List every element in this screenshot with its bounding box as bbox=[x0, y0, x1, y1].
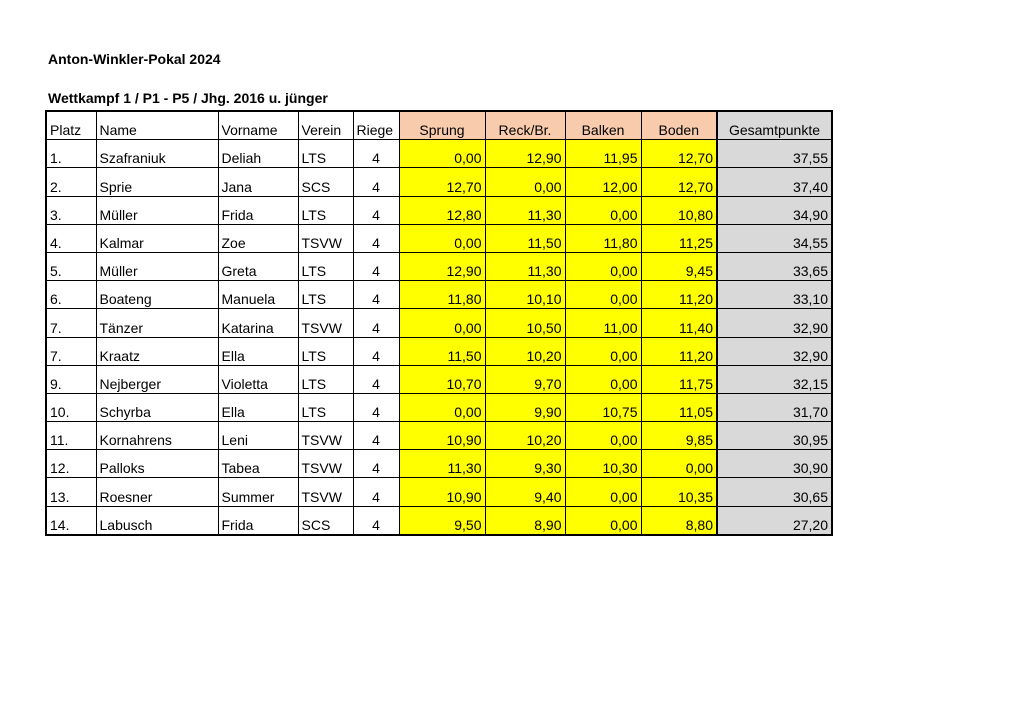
cell-reck: 12,90 bbox=[485, 140, 565, 168]
competition-subtitle: Wettkampf 1 / P1 - P5 / Jhg. 2016 u. jünger bbox=[48, 90, 328, 106]
header-riege: Riege bbox=[353, 111, 399, 140]
cell-platz: 3. bbox=[46, 196, 96, 224]
cell-balken: 11,80 bbox=[565, 224, 641, 252]
cell-name: Müller bbox=[96, 196, 218, 224]
cell-vorname: Deliah bbox=[218, 140, 298, 168]
cell-riege: 4 bbox=[353, 337, 399, 365]
cell-sprung: 0,00 bbox=[399, 393, 485, 421]
cell-name: Labusch bbox=[96, 506, 218, 535]
cell-platz: 7. bbox=[46, 337, 96, 365]
table-row bbox=[46, 252, 832, 280]
cell-vorname: Violetta bbox=[218, 365, 298, 393]
table-row bbox=[46, 337, 832, 365]
cell-balken: 0,00 bbox=[565, 281, 641, 309]
cell-reck: 10,50 bbox=[485, 309, 565, 337]
cell-riege: 4 bbox=[353, 365, 399, 393]
cell-riege: 4 bbox=[353, 168, 399, 196]
cell-verein: TSVW bbox=[298, 309, 353, 337]
cell-balken: 0,00 bbox=[565, 478, 641, 506]
cell-balken: 12,00 bbox=[565, 168, 641, 196]
table-row bbox=[46, 196, 832, 224]
cell-gesamtpunkte: 30,65 bbox=[717, 478, 832, 506]
cell-platz: 14. bbox=[46, 506, 96, 535]
header-balken: Balken bbox=[565, 111, 641, 140]
cell-vorname: Summer bbox=[218, 478, 298, 506]
cell-gesamtpunkte: 34,55 bbox=[717, 224, 832, 252]
cell-platz: 6. bbox=[46, 281, 96, 309]
cell-boden: 9,45 bbox=[641, 252, 717, 280]
cell-boden: 9,85 bbox=[641, 422, 717, 450]
cell-name: Roesner bbox=[96, 478, 218, 506]
cell-reck: 10,10 bbox=[485, 281, 565, 309]
cell-gesamtpunkte: 34,90 bbox=[717, 196, 832, 224]
cell-verein: SCS bbox=[298, 168, 353, 196]
header-name: Name bbox=[96, 111, 218, 140]
cell-riege: 4 bbox=[353, 506, 399, 535]
cell-platz: 12. bbox=[46, 450, 96, 478]
cell-reck: 10,20 bbox=[485, 422, 565, 450]
cell-sprung: 0,00 bbox=[399, 140, 485, 168]
cell-platz: 11. bbox=[46, 422, 96, 450]
cell-sprung: 11,80 bbox=[399, 281, 485, 309]
cell-platz: 9. bbox=[46, 365, 96, 393]
cell-reck: 0,00 bbox=[485, 168, 565, 196]
cell-sprung: 12,80 bbox=[399, 196, 485, 224]
cell-gesamtpunkte: 33,10 bbox=[717, 281, 832, 309]
cell-vorname: Ella bbox=[218, 337, 298, 365]
cell-sprung: 10,90 bbox=[399, 422, 485, 450]
cell-verein: TSVW bbox=[298, 224, 353, 252]
cell-balken: 11,00 bbox=[565, 309, 641, 337]
cell-name: Schyrba bbox=[96, 393, 218, 421]
cell-verein: TSVW bbox=[298, 422, 353, 450]
results-table bbox=[45, 110, 833, 536]
cell-vorname: Leni bbox=[218, 422, 298, 450]
table-row bbox=[46, 365, 832, 393]
cell-vorname: Tabea bbox=[218, 450, 298, 478]
cell-sprung: 0,00 bbox=[399, 309, 485, 337]
cell-platz: 1. bbox=[46, 140, 96, 168]
table-row bbox=[46, 168, 832, 196]
cell-boden: 11,20 bbox=[641, 281, 717, 309]
cell-riege: 4 bbox=[353, 224, 399, 252]
cell-balken: 0,00 bbox=[565, 252, 641, 280]
cell-boden: 10,35 bbox=[641, 478, 717, 506]
cell-verein: LTS bbox=[298, 365, 353, 393]
cell-boden: 0,00 bbox=[641, 450, 717, 478]
cell-reck: 9,30 bbox=[485, 450, 565, 478]
cell-vorname: Jana bbox=[218, 168, 298, 196]
cell-reck: 11,30 bbox=[485, 196, 565, 224]
cell-name: Kornahrens bbox=[96, 422, 218, 450]
result-rows bbox=[46, 140, 832, 535]
cell-sprung: 12,70 bbox=[399, 168, 485, 196]
cell-gesamtpunkte: 30,95 bbox=[717, 422, 832, 450]
cell-name: Boateng bbox=[96, 281, 218, 309]
cell-reck: 8,90 bbox=[485, 506, 565, 535]
cell-riege: 4 bbox=[353, 450, 399, 478]
cell-gesamtpunkte: 31,70 bbox=[717, 393, 832, 421]
cell-vorname: Ella bbox=[218, 393, 298, 421]
cell-sprung: 12,90 bbox=[399, 252, 485, 280]
cell-verein: LTS bbox=[298, 393, 353, 421]
header-verein: Verein bbox=[298, 111, 353, 140]
cell-verein: LTS bbox=[298, 196, 353, 224]
table-row bbox=[46, 478, 832, 506]
cell-balken: 0,00 bbox=[565, 422, 641, 450]
cell-gesamtpunkte: 33,65 bbox=[717, 252, 832, 280]
cell-sprung: 0,00 bbox=[399, 224, 485, 252]
cell-platz: 7. bbox=[46, 309, 96, 337]
cell-sprung: 10,90 bbox=[399, 478, 485, 506]
table-row bbox=[46, 393, 832, 421]
table-row bbox=[46, 422, 832, 450]
cell-platz: 4. bbox=[46, 224, 96, 252]
cell-boden: 12,70 bbox=[641, 168, 717, 196]
cell-vorname: Katarina bbox=[218, 309, 298, 337]
cell-name: Müller bbox=[96, 252, 218, 280]
cell-name: Kraatz bbox=[96, 337, 218, 365]
header-row bbox=[46, 111, 832, 140]
cell-vorname: Frida bbox=[218, 196, 298, 224]
cell-riege: 4 bbox=[353, 252, 399, 280]
cell-boden: 11,75 bbox=[641, 365, 717, 393]
cell-riege: 4 bbox=[353, 309, 399, 337]
cell-verein: LTS bbox=[298, 337, 353, 365]
cell-balken: 0,00 bbox=[565, 337, 641, 365]
table-row bbox=[46, 281, 832, 309]
cell-reck: 10,20 bbox=[485, 337, 565, 365]
cell-riege: 4 bbox=[353, 140, 399, 168]
table-row bbox=[46, 140, 832, 168]
cell-reck: 11,50 bbox=[485, 224, 565, 252]
table-row bbox=[46, 309, 832, 337]
cell-gesamtpunkte: 37,40 bbox=[717, 168, 832, 196]
cell-platz: 10. bbox=[46, 393, 96, 421]
cell-platz: 13. bbox=[46, 478, 96, 506]
cell-name: Palloks bbox=[96, 450, 218, 478]
cell-reck: 9,70 bbox=[485, 365, 565, 393]
cell-balken: 0,00 bbox=[565, 365, 641, 393]
cell-verein: LTS bbox=[298, 252, 353, 280]
cell-vorname: Manuela bbox=[218, 281, 298, 309]
cell-sprung: 11,50 bbox=[399, 337, 485, 365]
cell-vorname: Frida bbox=[218, 506, 298, 535]
cell-verein: TSVW bbox=[298, 450, 353, 478]
cell-riege: 4 bbox=[353, 422, 399, 450]
cell-gesamtpunkte: 32,90 bbox=[717, 337, 832, 365]
cell-sprung: 11,30 bbox=[399, 450, 485, 478]
cell-verein: LTS bbox=[298, 281, 353, 309]
cell-riege: 4 bbox=[353, 281, 399, 309]
cell-boden: 11,25 bbox=[641, 224, 717, 252]
cell-name: Sprie bbox=[96, 168, 218, 196]
cell-verein: SCS bbox=[298, 506, 353, 535]
table-row bbox=[46, 506, 832, 535]
cell-balken: 0,00 bbox=[565, 506, 641, 535]
cell-balken: 11,95 bbox=[565, 140, 641, 168]
cell-riege: 4 bbox=[353, 478, 399, 506]
cell-verein: LTS bbox=[298, 140, 353, 168]
cell-name: Szafraniuk bbox=[96, 140, 218, 168]
cell-name: Tänzer bbox=[96, 309, 218, 337]
cell-gesamtpunkte: 27,20 bbox=[717, 506, 832, 535]
cell-boden: 10,80 bbox=[641, 196, 717, 224]
header-sprung: Sprung bbox=[399, 111, 485, 140]
cell-gesamtpunkte: 32,90 bbox=[717, 309, 832, 337]
cell-boden: 11,05 bbox=[641, 393, 717, 421]
table-row bbox=[46, 224, 832, 252]
cell-riege: 4 bbox=[353, 393, 399, 421]
cell-boden: 8,80 bbox=[641, 506, 717, 535]
header-reck: Reck/Br. bbox=[485, 111, 565, 140]
cell-name: Kalmar bbox=[96, 224, 218, 252]
cell-reck: 11,30 bbox=[485, 252, 565, 280]
header-gesamtpunkte: Gesamtpunkte bbox=[717, 111, 832, 140]
cell-gesamtpunkte: 37,55 bbox=[717, 140, 832, 168]
cell-platz: 2. bbox=[46, 168, 96, 196]
cell-balken: 10,75 bbox=[565, 393, 641, 421]
cell-sprung: 10,70 bbox=[399, 365, 485, 393]
cell-sprung: 9,50 bbox=[399, 506, 485, 535]
cell-reck: 9,90 bbox=[485, 393, 565, 421]
cell-reck: 9,40 bbox=[485, 478, 565, 506]
cell-vorname: Zoe bbox=[218, 224, 298, 252]
cell-boden: 11,20 bbox=[641, 337, 717, 365]
header-platz: Platz bbox=[46, 111, 96, 140]
cell-vorname: Greta bbox=[218, 252, 298, 280]
cell-gesamtpunkte: 32,15 bbox=[717, 365, 832, 393]
cell-balken: 0,00 bbox=[565, 196, 641, 224]
cell-verein: TSVW bbox=[298, 478, 353, 506]
cell-riege: 4 bbox=[353, 196, 399, 224]
header-boden: Boden bbox=[641, 111, 717, 140]
document-title: Anton-Winkler-Pokal 2024 bbox=[48, 51, 221, 67]
table-row bbox=[46, 450, 832, 478]
cell-balken: 10,30 bbox=[565, 450, 641, 478]
header-vorname: Vorname bbox=[218, 111, 298, 140]
cell-platz: 5. bbox=[46, 252, 96, 280]
cell-name: Nejberger bbox=[96, 365, 218, 393]
cell-boden: 11,40 bbox=[641, 309, 717, 337]
cell-gesamtpunkte: 30,90 bbox=[717, 450, 832, 478]
cell-boden: 12,70 bbox=[641, 140, 717, 168]
